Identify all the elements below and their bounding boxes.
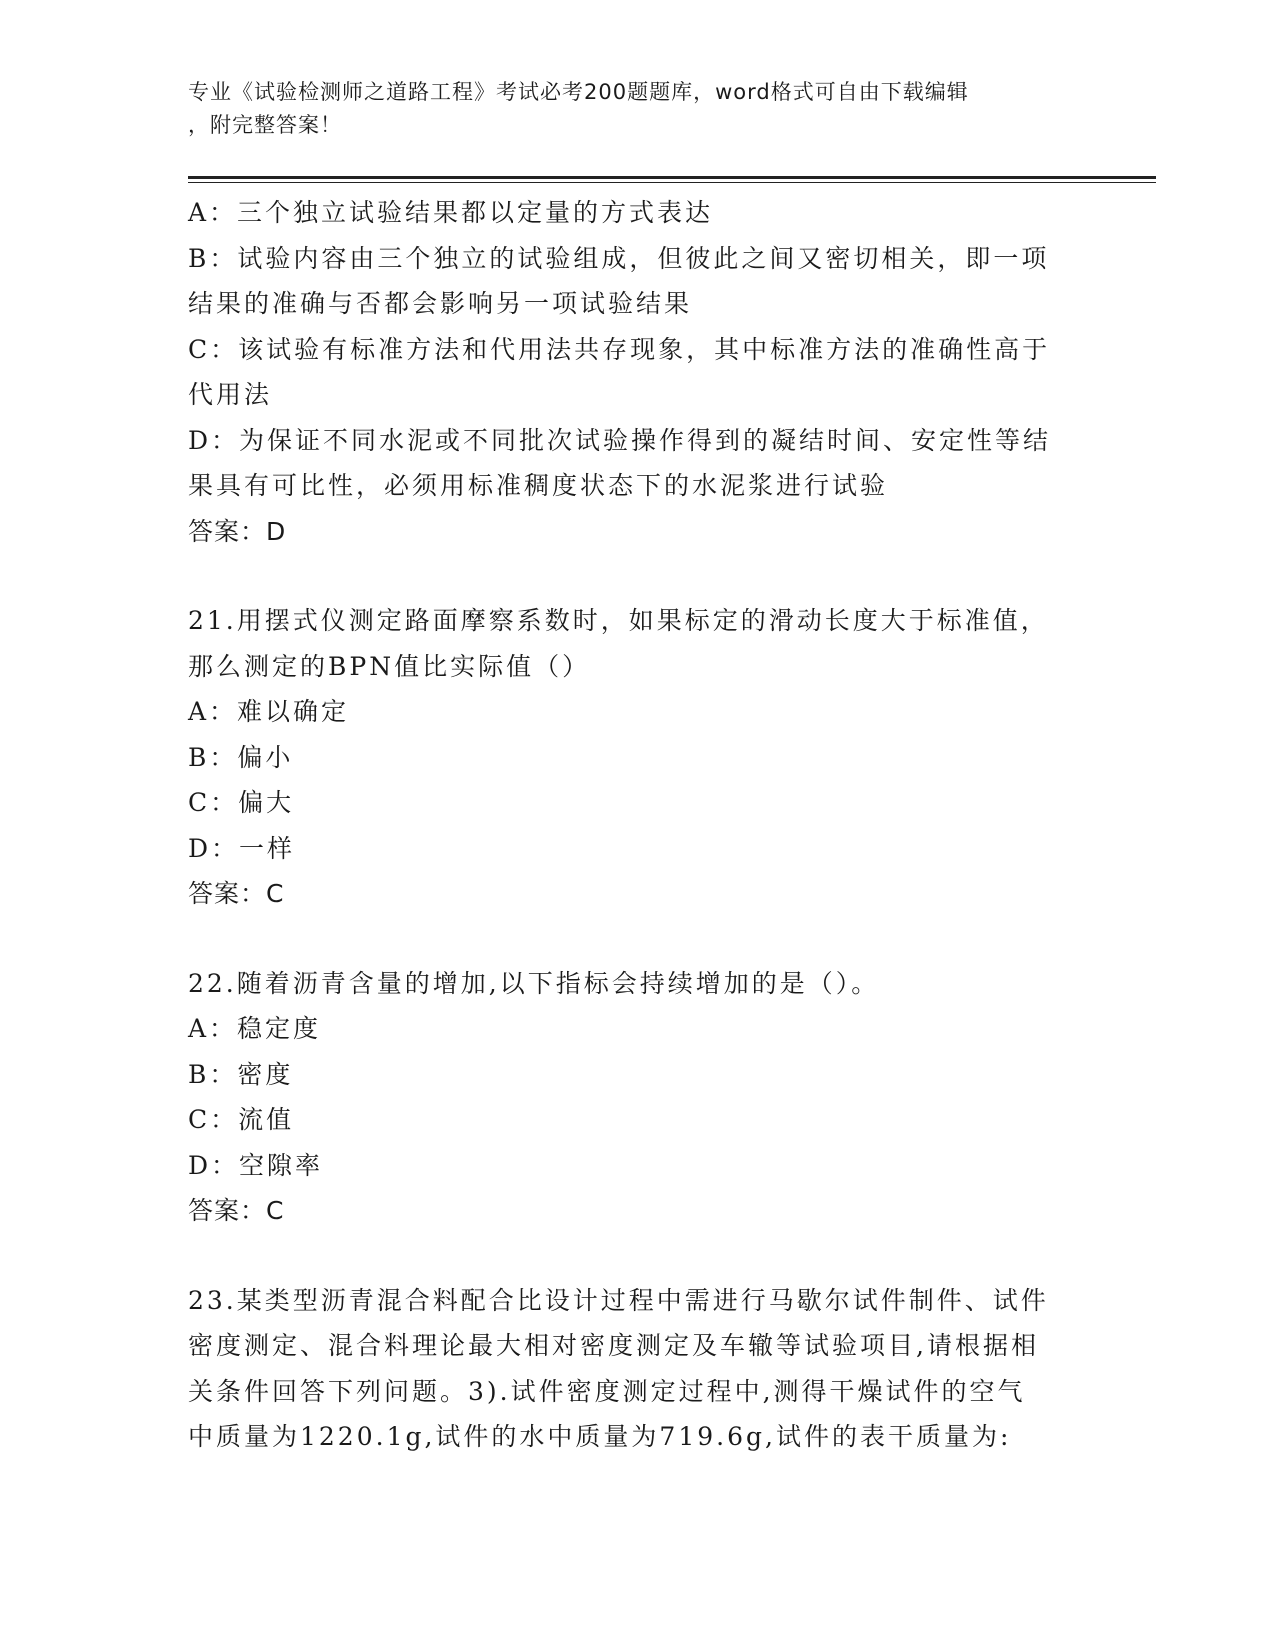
question-stem-line-3: 关条件回答下列问题。3).试件密度测定过程中,测得干燥试件的空气: [188, 1376, 1026, 1406]
question-stem-line-1: 22.随着沥青含量的增加,以下指标会持续增加的是（）。: [188, 968, 880, 998]
question-20-options: [188, 190, 1078, 554]
option-c-line-1: C：该试验有标准方法和代用法共存现象，其中标准方法的准确性高于: [188, 334, 1051, 364]
answer-line: 答案：C: [188, 879, 285, 908]
question-spacer: [188, 917, 1078, 961]
option-b-line-1: B：试验内容由三个独立的试验组成，但彼此之间又密切相关，即一项: [188, 243, 1050, 273]
option-b: B：密度: [188, 1059, 294, 1089]
question-stem-line-2: 那么测定的BPN值比实际值（）: [188, 651, 591, 681]
question-spacer: [188, 554, 1078, 598]
question-stem-line-1: 21.用摆式仪测定路面摩察系数时，如果标定的滑动长度大于标准值，: [188, 606, 1049, 635]
option-d: D：空隙率: [188, 1150, 324, 1180]
option-d-line-1: D：为保证不同水泥或不同批次试验操作得到的凝结时间、安定性等结: [188, 425, 1052, 455]
option-b: B：偏小: [188, 742, 294, 772]
question-content: [188, 190, 1078, 1460]
option-c: C：流值: [188, 1105, 295, 1134]
option-c-line-2: 代用法: [188, 380, 273, 409]
question-stem-line-2: 密度测定、混合料理论最大相对密度测定及车辙等试验项目,请根据相: [188, 1331, 1039, 1360]
header-line-2: ，附完整答案！: [188, 113, 342, 137]
question-22: [188, 961, 1078, 1234]
option-d: D：一样: [188, 833, 296, 863]
option-a: A：难以确定: [188, 697, 350, 726]
header-divider-thick: [188, 176, 1156, 179]
option-c: C：偏大: [188, 788, 295, 817]
header-divider-thin: [188, 182, 1156, 183]
header-line-1: 专业《试验检测师之道路工程》考试必考200题题库，word格式可自由下载编辑: [188, 80, 969, 104]
answer-line: 答案：D: [188, 516, 287, 546]
option-a: A：稳定度: [188, 1014, 322, 1043]
option-a: A：三个独立试验结果都以定量的方式表达: [188, 198, 714, 227]
page-header: [188, 76, 1088, 142]
question-stem-line-1: 23.某类型沥青混合料配合比设计过程中需进行马歇尔试件制件、试件: [188, 1285, 1049, 1315]
question-stem-line-4: 中质量为1220.1g,试件的水中质量为719.6g,试件的表干质量为:: [188, 1422, 1012, 1451]
question-21: [188, 598, 1078, 917]
answer-line: 答案：C: [188, 1196, 285, 1225]
option-d-line-2: 果具有可比性，必须用标准稠度状态下的水泥浆进行试验: [188, 471, 889, 500]
question-spacer: [188, 1234, 1078, 1278]
option-b-line-2: 结果的准确与否都会影响另一项试验结果: [188, 289, 693, 318]
question-23: [188, 1278, 1078, 1460]
